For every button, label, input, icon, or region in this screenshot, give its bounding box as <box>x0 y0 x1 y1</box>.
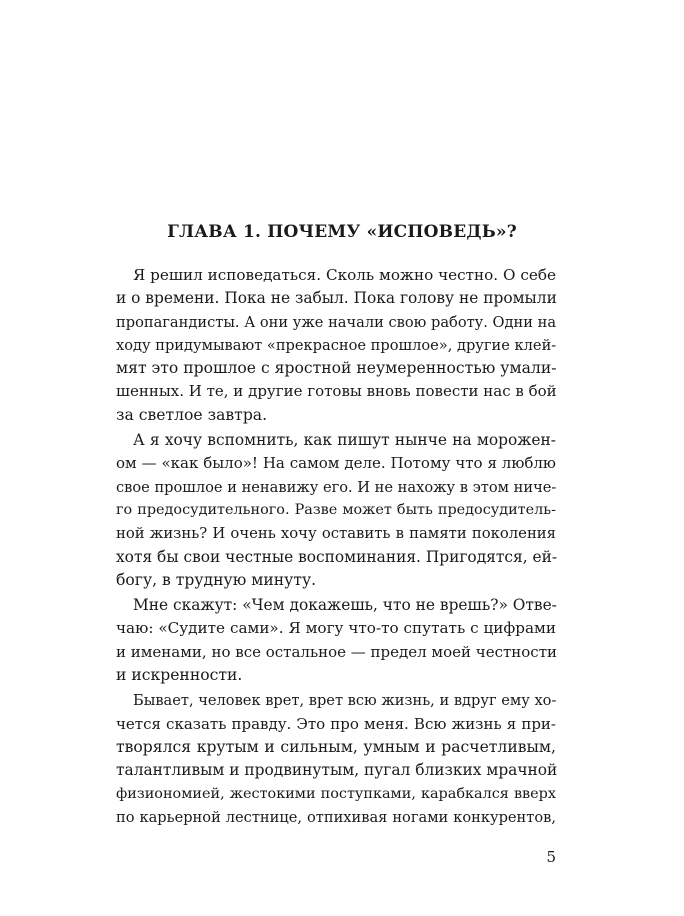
text-line: Я решил исповедаться. Сколь можно честно. О себе <box>133 266 556 284</box>
paragraph <box>116 594 556 687</box>
chapter-title: ГЛАВА 1. ПОЧЕМУ «ИСПОВЕДЬ»? <box>167 222 517 242</box>
text-line: Мне скажут: «Чем докажешь, что не врешь?» Отве- <box>133 596 557 615</box>
text-line: свое прошлое и ненавижу его. И не нахожу в этом ниче- <box>116 478 557 496</box>
text-line: мят это прошлое с яростной неумеренностью умали- <box>116 359 557 378</box>
text-line: Бывает, человек врет, врет всю жизнь, и вдруг ему хо- <box>133 692 557 710</box>
paragraph <box>116 264 556 427</box>
text-line: пропагандисты. А они уже начали свою работу. Одни на <box>116 313 557 331</box>
page-number: 5 <box>546 848 556 866</box>
text-line: А я хочу вспомнить, как пишут нынче на морожен- <box>133 431 556 450</box>
text-line: богу, в трудную минуту. <box>116 570 317 589</box>
text-line: физиономией, жестокими поступками, карабкался вверх <box>116 785 556 802</box>
text-line: хотя бы свои честные воспоминания. Пригодятся, ей- <box>116 547 558 566</box>
text-line: чаю: «Судите сами». Я могу что-то спутать с цифрами <box>116 619 556 638</box>
text-line: талантливым и продвинутым, пугал близких мрачной <box>116 761 558 780</box>
text-line: го предосудительного. Разве может быть предосудитель- <box>116 501 556 518</box>
body-text <box>116 264 556 829</box>
text-line: и именами, но все остальное — предел моей честности <box>116 642 557 661</box>
text-line: за светлое завтра. <box>116 405 268 424</box>
text-line: творялся крутым и сильным, умным и расчетливым, <box>116 737 556 756</box>
text-line: ходу придумывают «прекрасное прошлое», другие клей- <box>116 336 557 354</box>
text-line: шенных. И те, и другие готовы вновь повести нас в бой <box>116 382 557 401</box>
text-line: по карьерной лестнице, отпихивая ногами конкурентов, <box>116 808 556 826</box>
text-line: ом — «как было»! На самом деле. Потому что я люблю <box>116 454 556 473</box>
text-line: ной жизнь? И очень хочу оставить в памяти поколения <box>116 525 556 543</box>
text-line: чется сказать правду. Это про меня. Всю жизнь я при- <box>116 714 556 733</box>
paragraph <box>116 689 556 829</box>
text-line: и о времени. Пока не забыл. Пока голову не промыли <box>116 289 557 308</box>
paragraph <box>116 429 556 592</box>
text-line: и искренности. <box>116 666 243 685</box>
